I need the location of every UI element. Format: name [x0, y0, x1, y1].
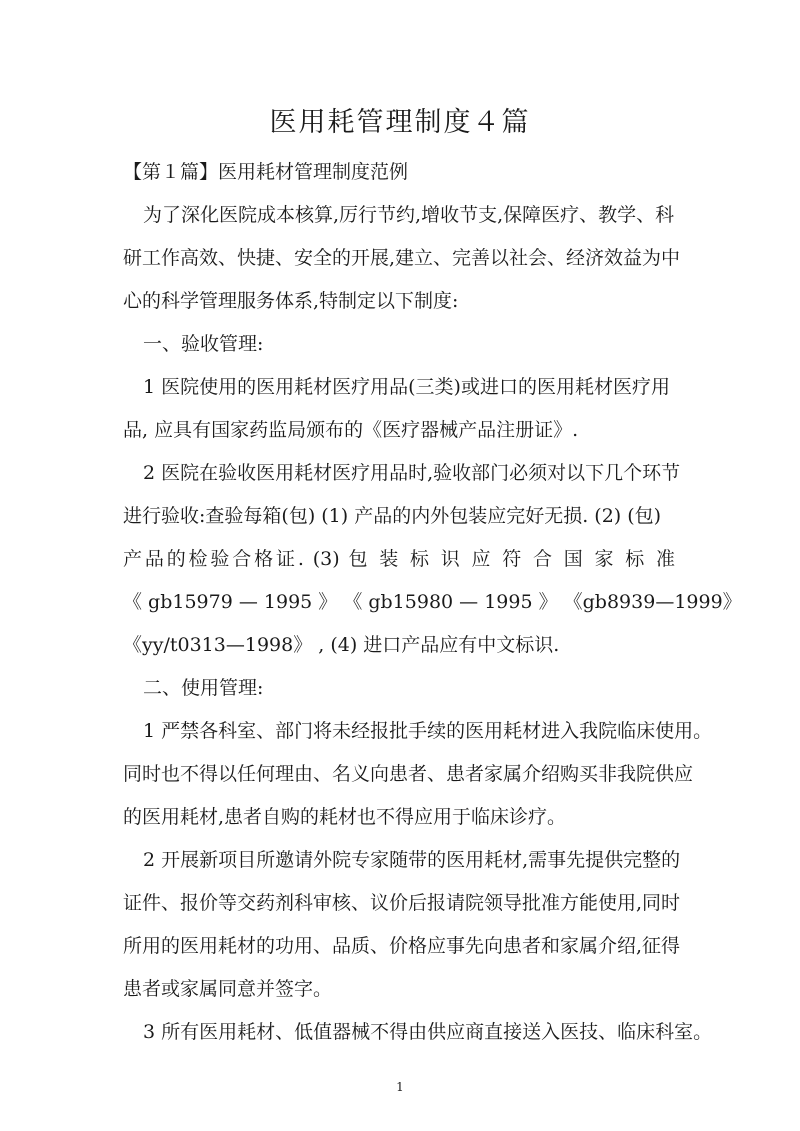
paragraph-line: 证件、报价等交药剂科审核、议价后报请院领导批准方能使用,同时: [123, 892, 681, 914]
paragraph-line: 进行验收:查验每箱(包) (1) 产品的内外包装应完好无损. (2) (包): [123, 505, 662, 527]
paragraph-line: 心的科学管理服务体系,特制定以下制度:: [123, 290, 459, 312]
paragraph-line: 2 开展新项目所邀请外院专家随带的医用耗材,需事先提供完整的: [143, 849, 681, 871]
paragraph-line: 3 所有医用耗材、低值器械不得由供应商直接送入医技、临床科室。: [143, 1021, 713, 1043]
paragraph-line: 同时也不得以任何理由、名义向患者、患者家属介绍购买非我院供应: [123, 763, 694, 785]
paragraph-line: 品, 应具有国家药监局颁布的《医疗器械产品注册证》.: [123, 419, 579, 441]
page-number: 1: [396, 1080, 404, 1094]
section-heading: 【第１篇】医用耗材管理制度范例: [123, 161, 409, 183]
paragraph-line: 《 gb15979 — 1995 》 《 gb15980 — 1995 》 《gb8939—1999》: [123, 591, 742, 613]
subsection-heading: 二、使用管理:: [143, 677, 264, 699]
paragraph-line: 1 医院使用的医用耗材医疗用品(三类)或进口的医用耗材医疗用: [143, 376, 670, 398]
paragraph-line: 《yy/t0313—1998》 , (4) 进口产品应有中文标识.: [123, 634, 560, 656]
paragraph-line: 所用的医用耗材的功用、品质、价格应事先向患者和家属介绍,征得: [123, 935, 681, 957]
paragraph-line: 1 严禁各科室、部门将未经报批手续的医用耗材进入我院临床使用。: [143, 720, 713, 742]
paragraph-line: 研工作高效、快捷、安全的开展,建立、完善以社会、经济效益为中: [123, 247, 681, 269]
paragraph-line: 2 医院在验收医用耗材医疗用品时,验收部门必须对以下几个环节: [143, 462, 681, 484]
paragraph-line: 的医用耗材,患者自购的耗材也不得应用于临床诊疗。: [123, 806, 567, 828]
document-title: 医用耗管理制度４篇: [269, 107, 531, 138]
paragraph-line: 产品的检验合格证. (3) 包 装 标 识 应 符 合 国 家 标 准: [123, 548, 675, 570]
paragraph-line: 患者或家属同意并签字。: [123, 978, 333, 1000]
subsection-heading: 一、验收管理:: [143, 333, 264, 355]
paragraph-line: 为了深化医院成本核算,厉行节约,增收节支,保障医疗、教学、科: [143, 204, 675, 226]
